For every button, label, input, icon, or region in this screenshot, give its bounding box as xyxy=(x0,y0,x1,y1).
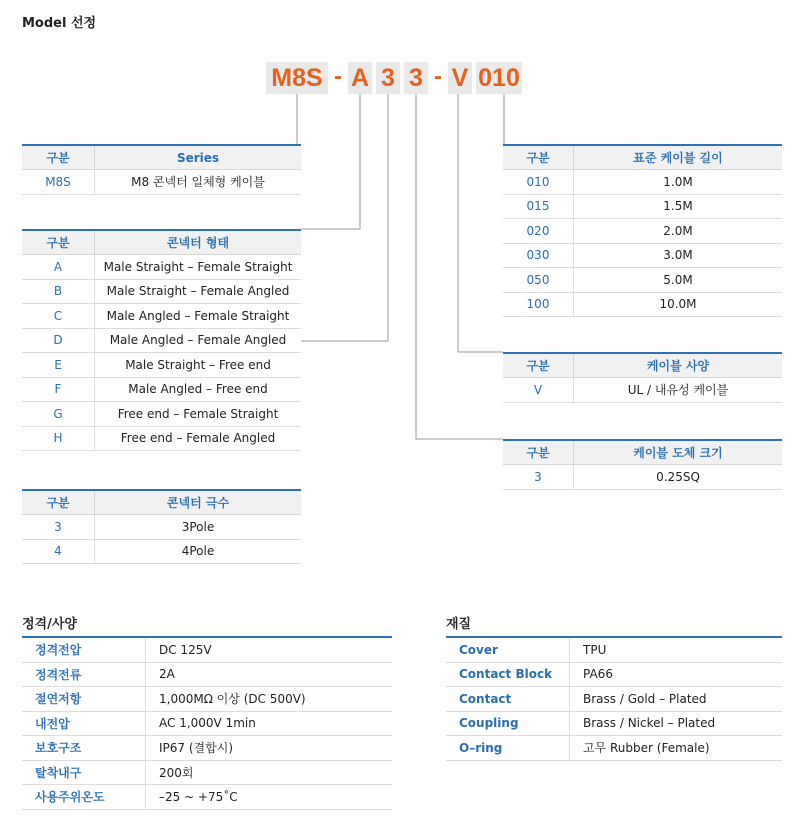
conductor-size-table xyxy=(503,439,782,490)
code-cell: H xyxy=(22,426,95,451)
code-dash: - xyxy=(334,63,342,90)
spec-value: 1,000MΩ 이상 (DC 500V) xyxy=(146,687,393,712)
code-cell: B xyxy=(22,279,95,304)
length-cell: 3.0M xyxy=(574,243,783,268)
code-cell: 3 xyxy=(22,515,95,540)
table-header: 콘넥터 형태 xyxy=(95,230,302,255)
material-label: Contact Block xyxy=(446,662,570,687)
table-row xyxy=(22,304,301,329)
table-row xyxy=(22,353,301,378)
table-row xyxy=(22,255,301,280)
spec-label: 탈착내구 xyxy=(22,760,146,785)
spec-value: IP67 (결합시) xyxy=(146,736,393,761)
table-row xyxy=(503,292,782,317)
code-cell: 030 xyxy=(503,243,574,268)
table-header: Series xyxy=(95,145,302,170)
description-cell: Male Angled – Free end xyxy=(95,377,302,402)
table-header: 콘넥터 극수 xyxy=(95,490,302,515)
table-row xyxy=(22,539,301,564)
description-cell: 4Pole xyxy=(95,539,302,564)
table-row xyxy=(22,711,392,736)
table-header: 구분 xyxy=(503,145,574,170)
code-cell: G xyxy=(22,402,95,427)
table-row xyxy=(22,637,392,662)
description-cell: Free end – Female Straight xyxy=(95,402,302,427)
code-cell: 015 xyxy=(503,194,574,219)
material-label: Coupling xyxy=(446,711,570,736)
code-connector: A xyxy=(348,62,372,94)
description-cell: Male Angled – Female Angled xyxy=(95,328,302,353)
connector-type-table xyxy=(22,229,301,451)
material-label: Contact xyxy=(446,687,570,712)
table-row xyxy=(503,378,782,403)
code-cell: D xyxy=(22,328,95,353)
material-table xyxy=(446,636,782,761)
table-header: 구분 xyxy=(503,353,574,378)
table-row xyxy=(503,219,782,244)
rating-table xyxy=(22,636,392,810)
spec-label: 정격전압 xyxy=(22,637,146,662)
description-cell: UL / 내유성 케이블 xyxy=(574,378,783,403)
code-cell: 100 xyxy=(503,292,574,317)
material-value: PA66 xyxy=(570,662,783,687)
leader-line-connector xyxy=(301,94,360,229)
spec-label: 절연저항 xyxy=(22,687,146,712)
table-row xyxy=(22,687,392,712)
code-cell: E xyxy=(22,353,95,378)
table-row xyxy=(22,279,301,304)
table-row xyxy=(503,243,782,268)
table-header: 케이블 사양 xyxy=(574,353,783,378)
code-cell: 050 xyxy=(503,268,574,293)
spec-label: 내전압 xyxy=(22,711,146,736)
table-header: 구분 xyxy=(503,440,574,465)
description-cell: M8 콘넥터 일체형 케이블 xyxy=(95,170,302,195)
code-cell: F xyxy=(22,377,95,402)
length-cell: 1.5M xyxy=(574,194,783,219)
code-cell: V xyxy=(503,378,574,403)
table-row xyxy=(503,268,782,293)
table-row xyxy=(22,736,392,761)
code-conductor: 3 xyxy=(404,62,428,94)
table-header: 구분 xyxy=(22,145,95,170)
spec-value: 2A xyxy=(146,662,393,687)
cable-length-table xyxy=(503,144,782,317)
description-cell: Male Straight – Free end xyxy=(95,353,302,378)
spec-label: 보호구조 xyxy=(22,736,146,761)
leader-line-pole xyxy=(301,94,388,341)
model-select-title: Model 선정 xyxy=(22,16,97,31)
table-row xyxy=(22,785,392,810)
code-pole: 3 xyxy=(376,62,400,94)
code-cell: 010 xyxy=(503,170,574,195)
code-cell: 3 xyxy=(503,465,574,490)
material-value: TPU xyxy=(570,637,783,662)
code-cell: M8S xyxy=(22,170,95,195)
description-cell: Free end – Female Angled xyxy=(95,426,302,451)
table-row xyxy=(446,711,782,736)
table-row xyxy=(446,637,782,662)
description-cell: 0.25SQ xyxy=(574,465,783,490)
code-cell: A xyxy=(22,255,95,280)
material-label: O–ring xyxy=(446,736,570,761)
code-cell: 020 xyxy=(503,219,574,244)
leader-line-conductor xyxy=(416,94,503,439)
table-row xyxy=(446,662,782,687)
leader-line-cable-spec xyxy=(458,94,503,352)
table-header: 구분 xyxy=(22,230,95,255)
table-row xyxy=(22,515,301,540)
rating-title: 정격/사양 xyxy=(22,617,77,632)
table-header: 표준 케이블 길이 xyxy=(574,145,783,170)
length-cell: 1.0M xyxy=(574,170,783,195)
series-table xyxy=(22,144,301,195)
code-cable-spec: V xyxy=(448,62,472,94)
table-row xyxy=(22,662,392,687)
spec-value: 200회 xyxy=(146,760,393,785)
table-row xyxy=(22,426,301,451)
length-cell: 5.0M xyxy=(574,268,783,293)
material-title: 재질 xyxy=(446,617,472,632)
code-dash: - xyxy=(434,63,442,90)
description-cell: Male Straight – Female Straight xyxy=(95,255,302,280)
material-label: Cover xyxy=(446,637,570,662)
spec-label: 사용주위온도 xyxy=(22,785,146,810)
pole-table xyxy=(22,489,301,564)
code-cell: 4 xyxy=(22,539,95,564)
table-row xyxy=(22,377,301,402)
table-row xyxy=(503,465,782,490)
spec-value: DC 125V xyxy=(146,637,393,662)
code-cell: C xyxy=(22,304,95,329)
spec-value: AC 1,000V 1min xyxy=(146,711,393,736)
table-row xyxy=(446,736,782,761)
material-value: Brass / Gold – Plated xyxy=(570,687,783,712)
length-cell: 10.0M xyxy=(574,292,783,317)
description-cell: 3Pole xyxy=(95,515,302,540)
description-cell: Male Angled – Female Straight xyxy=(95,304,302,329)
code-cable-length: 010 xyxy=(476,62,522,94)
table-header: 케이블 도체 크기 xyxy=(574,440,783,465)
code-series: M8S xyxy=(266,62,328,94)
table-row xyxy=(446,687,782,712)
table-row xyxy=(22,760,392,785)
table-header: 구분 xyxy=(22,490,95,515)
table-row xyxy=(22,402,301,427)
spec-label: 정격전류 xyxy=(22,662,146,687)
description-cell: Male Straight – Female Angled xyxy=(95,279,302,304)
cable-spec-table xyxy=(503,352,782,403)
table-row xyxy=(22,170,301,195)
table-row xyxy=(503,194,782,219)
spec-value: –25 ~ +75˚C xyxy=(146,785,393,810)
table-row xyxy=(22,328,301,353)
table-row xyxy=(503,170,782,195)
length-cell: 2.0M xyxy=(574,219,783,244)
material-value: 고무 Rubber (Female) xyxy=(570,736,783,761)
material-value: Brass / Nickel – Plated xyxy=(570,711,783,736)
